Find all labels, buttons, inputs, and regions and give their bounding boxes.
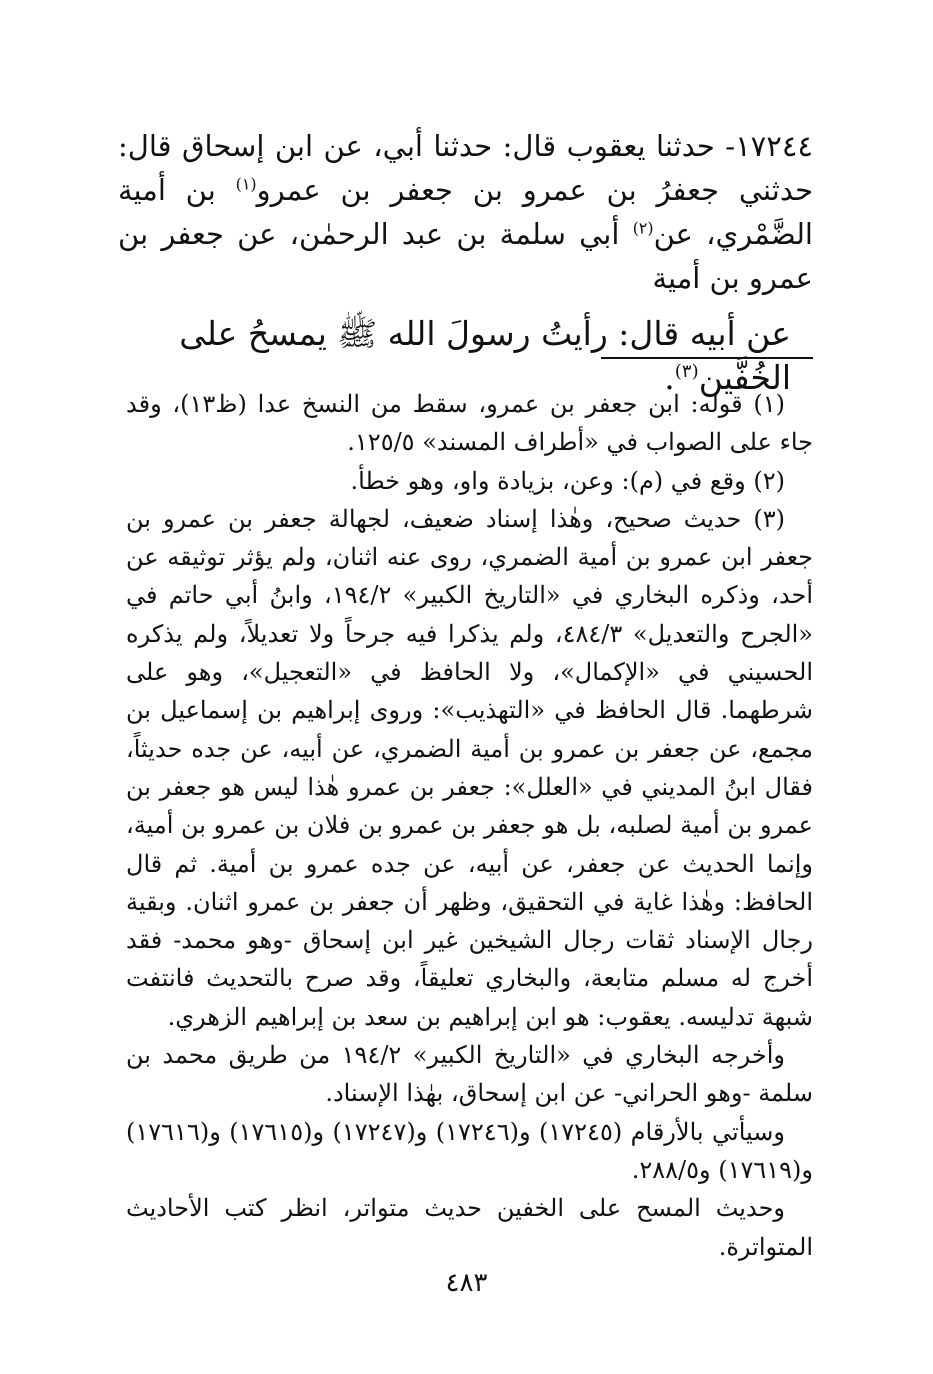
footnote-3-continuation-3: وحديث المسح على الخفين حديث متواتر، انظر كتب الأحاديث المتواترة. [126,1194,813,1261]
footnote-separator [601,357,813,359]
footnote-3-continuation-2: وسيأتي بالأرقام (١٧٢٤٥) و(١٧٢٤٦) و(١٧٢٤٧) و(١٧٦١٥) و(١٧٦١٦) و(١٧٦١٩) و٢٨٨/٥. [126,1117,813,1184]
footnote-2: (٢) وقع في (م): وعن، بزيادة واو، وهو خطأ. [350,466,785,495]
footnote-3-continuation-1: وأخرجه البخاري في «التاريخ الكبير» ١٩٤/٢ من طريق محمد بن سلمة -وهو الحراني- عن ابن إسحاق، بهٰذا الإسناد. [126,1041,813,1108]
footnote-1: (١) قوله: ابن جعفر بن عمرو، سقط من النسخ عدا (ظ١٣)، وقد جاء على الصواب في «أطراف المسند» ١٢٥/٥. [126,390,813,457]
footnote-marker-3: (٣) [674,361,699,382]
hadith-matn-text: عن أبيه قال: رأيتُ رسولَ الله ﷺ يمسحُ على الخُفَّين [179,314,791,397]
page-number: ٤٨٣ [445,1268,488,1298]
footnote-marker-1: (١) [235,174,257,194]
footnotes [126,385,813,1266]
hadith-matn-end: . [664,358,675,397]
hadith-chain-part-1: ١٧٢٤٤- حدثنا يعقوب قال: حدثنا أبي، عن ابن إسحاق قال: حدثني جعفرُ بن عمرو بن جعفر بن عمرو [118,129,813,207]
hadith-chain-part-3: أبي سلمة بن عبد الرحمٰن، عن جعفر بن عمرو بن أمية [118,217,813,295]
footnote-3: (٣) حديث صحيح، وهٰذا إسناد ضعيف، لجهالة جعفر بن عمرو بن جعفر ابن عمرو بن أمية الضمري، روى عنه اثنان، ولم يؤثر توثيقه عن أحد، وذكره البخاري في «التاريخ الكبير» ١٩٤/٢، وابنُ أبي حاتم في «الجرح والتعديل» ٤٨٤/٣، ولم يذكرا فيه جرحاً ولا تعديلاً، ولم يذكره الحسيني في «الإكمال»، ولا الحافظ في «التعجيل»، وهو على شرطهما. قال الحافظ في «التهذيب»: وروى إبراهيم بن إسماعيل بن مجمع، عن جعفر بن عمرو بن أمية الضمري، عن أبيه، عن جده حديثاً، فقال ابنُ المديني في «العلل»: جعفر بن عمرو هٰذا ليس هو جعفر بن عمرو بن أمية لصلبه، بل هو جعفر بن عمرو بن فلان بن عمرو بن أمية، وإنما الحديث عن جعفر، عن أبيه، عن جده عمرو بن أمية. ثم قال الحافظ: وهٰذا غاية في التحقيق، وظهر أن جعفر بن عمرو اثنان. وبقية رجال الإسناد ثقات رجال الشيخين غير ابن إسحاق -وهو محمد- فقد أخرج له مسلم متابعة، والبخاري تعليقاً، وقد صرح بالتحديث فانتفت شبهة تدليسه. يعقوب: هو ابن إبراهيم بن سعد بن إبراهيم الزهري. [126,504,813,1031]
hadith-chain-part-2: بن أمية الضَّمْري، عن [118,173,813,251]
hadith-body [118,124,813,300]
footnote-marker-2: (٢) [632,218,654,238]
